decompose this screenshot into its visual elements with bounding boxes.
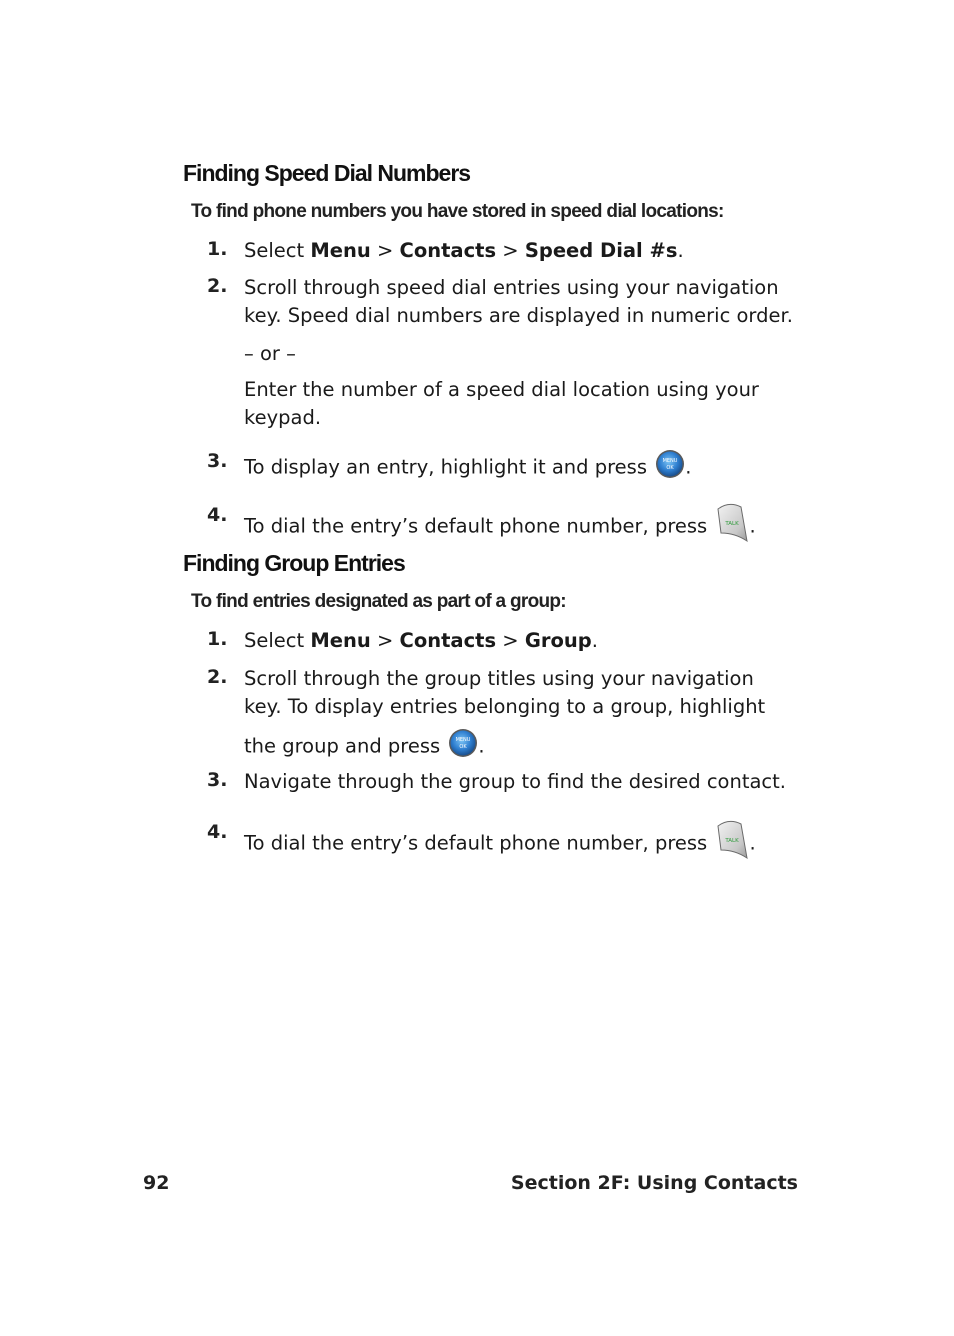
step-text: Select Menu > Contacts > Group.	[244, 629, 598, 652]
menu-path-menu: Menu	[310, 239, 371, 262]
step-number: 3.	[207, 450, 228, 472]
menu-ok-key-icon	[655, 449, 685, 487]
step-text-continued: the group and press MENU OK .	[244, 728, 485, 766]
menu-ok-key-bottom-label: OK	[666, 465, 674, 471]
step-number: 1.	[207, 238, 228, 260]
menu-ok-key-bottom-label: OK	[459, 744, 468, 750]
step-text: Scroll through speed dial entries using your navigation key. Speed dial numbers are displayed in numeric order.	[244, 276, 793, 327]
step-number: 3.	[207, 769, 228, 791]
step-text: Select Menu > Contacts > Speed Dial #s.	[244, 239, 684, 262]
talk-key-label: TALK	[725, 838, 740, 844]
menu-path-contacts: Contacts	[399, 629, 497, 652]
step-number: 2.	[207, 275, 228, 297]
section-intro-speed-dial: To find phone numbers you have stored in speed dial locations:	[191, 201, 724, 222]
menu-path-contacts: Contacts	[399, 239, 497, 262]
step-text: To dial the entry’s default phone number, press TALK .	[244, 503, 756, 551]
talk-key-label: TALK	[725, 521, 740, 527]
talk-key-icon	[715, 503, 749, 551]
menu-ok-key-top-label: MENU	[455, 737, 471, 743]
menu-path-speed-dial: Speed Dial #s	[524, 239, 678, 262]
page-number: 92	[143, 1172, 170, 1194]
section-heading-group-entries: Finding Group Entries	[183, 550, 405, 576]
section-intro-group-entries: To find entries designated as part of a group:	[191, 591, 566, 612]
footer-section-title: Section 2F: Using Contacts	[510, 1172, 798, 1194]
menu-ok-key-top-label: MENU	[662, 458, 678, 464]
menu-ok-key-icon	[448, 728, 478, 766]
step-number: 1.	[207, 628, 228, 650]
menu-path-group: Group	[524, 629, 592, 652]
step-number: 4.	[207, 504, 228, 526]
step-text: To display an entry, highlight it and press MENU OK .	[244, 449, 691, 487]
talk-key-icon	[715, 820, 749, 868]
step-number: 2.	[207, 666, 228, 688]
step-number: 4.	[207, 821, 228, 843]
section-heading-speed-dial: Finding Speed Dial Numbers	[183, 160, 471, 186]
menu-path-menu: Menu	[310, 629, 371, 652]
step-text: Scroll through the group titles using your navigation key. To display entries belonging to a group, highlight	[244, 667, 766, 718]
step-or-separator: – or –	[244, 342, 296, 365]
step-text: Navigate through the group to find the desired contact.	[244, 770, 786, 793]
step-text: To dial the entry’s default phone number, press TALK .	[244, 820, 756, 868]
step-text-alternative: Enter the number of a speed dial location using your keypad.	[244, 378, 759, 429]
